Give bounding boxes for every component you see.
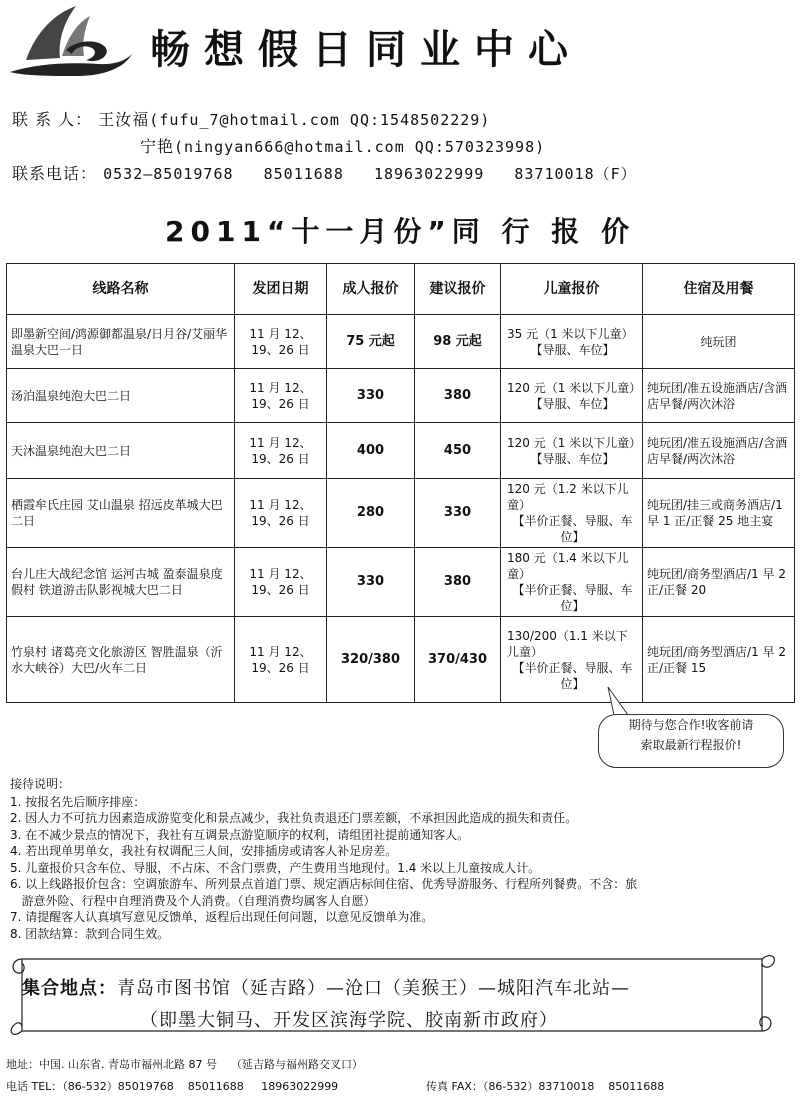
header-suggested-price: 建议报价: [415, 264, 501, 315]
contact-line-1: [12, 107, 490, 130]
child-price-cell: [501, 315, 643, 369]
note-item: 7. 请提醒客人认真填写意见反馈单，返程后出现任何问题，以意见反馈单为准。: [10, 910, 434, 924]
meeting-line-1: [22, 974, 630, 1000]
child-price-text: 130/200（1.1 米以下儿童）: [507, 628, 628, 659]
phone-numbers: 0532—85019768 85011688 18963022999 83710018（F）: [103, 165, 637, 183]
note-item: 6. 以上线路报价包含：空调旅游车、所列景点首道门票、规定酒店标间住宿、优秀导游服务、行程所列餐费。不含：旅: [10, 877, 638, 891]
contact-detail-2: (ningyan666@hotmail.com QQ:570323998): [174, 138, 546, 156]
child-price-cell: [501, 548, 643, 617]
child-price-text: 120 元（1 米以下儿童）: [507, 435, 642, 450]
child-price-cell: [501, 423, 643, 479]
adult-price-cell: 330: [327, 369, 415, 423]
header-route: 线路名称: [7, 264, 235, 315]
child-price-text: 120 元（1.2 米以下儿童）: [507, 482, 629, 512]
meeting-route: 青岛市图书馆（延吉路）—沧口（美猴王）—城阳汽车北站—: [117, 978, 630, 999]
date-cell: 11 月 12、19、26 日: [235, 369, 327, 423]
contact-detail-1: (fufu_7@hotmail.com QQ:1548502229): [149, 111, 491, 129]
price-table: [6, 263, 795, 703]
table-row: [7, 369, 795, 423]
lodging-cell: 纯玩团/商务型酒店/1 早 2 正/正餐 15: [643, 617, 795, 703]
bubble-line-1: 期待与您合作!收客前请: [628, 718, 754, 732]
adult-price-cell: 330: [327, 548, 415, 617]
child-price-note: 【半价正餐、导服、车位】: [512, 660, 633, 691]
adult-price-cell: 75 元起: [327, 315, 415, 369]
footer-fax: 传真 FAX：（86-532）83710018 85011688: [426, 1080, 665, 1093]
phone-label: 联系电话：: [12, 164, 98, 183]
note-item: 4. 若出现单男单女，我社有权调配三人间，安排插房或请客人补足房差。: [10, 844, 398, 858]
table-row: [7, 423, 795, 479]
child-price-note: 【导服、车位】: [530, 396, 615, 411]
table-row: [7, 479, 795, 548]
promo-bubble: [598, 714, 784, 768]
contact-name-1: 王汝福: [98, 110, 150, 129]
header-adult-price: 成人报价: [327, 264, 415, 315]
page-title: 2011“十一月份”同 行 报 价: [165, 215, 635, 248]
bubble-line-2: 索取最新行程报价!: [640, 738, 742, 752]
adult-price-cell: 320/380: [327, 617, 415, 703]
suggested-price-cell: 330: [415, 479, 501, 548]
lodging-cell: 纯玩团/商务型酒店/1 早 2 正/正餐 20: [643, 548, 795, 617]
note-item: 8. 团款结算：款到合同生效。: [10, 926, 170, 941]
date-cell: 11 月 12、19、26 日: [235, 423, 327, 479]
adult-price-cell: 400: [327, 423, 415, 479]
suggested-price-cell: 370/430: [415, 617, 501, 703]
meeting-line-2: （即墨大铜马、开发区滨海学院、胶南新市政府）: [140, 1010, 558, 1031]
date-cell: 11 月 12、19、26 日: [235, 548, 327, 617]
suggested-price-cell: 450: [415, 423, 501, 479]
child-price-note: 【半价正餐、导服、车位】: [512, 514, 633, 544]
note-item: 游意外险、行程中自理消费及个人消费。（自理消费均属客人自愿）: [10, 893, 376, 908]
route-cell: 汤泊温泉纯泡大巴二日: [7, 369, 235, 423]
contact-label: 联 系 人：: [12, 110, 93, 129]
company-name: 畅想假日同业中心: [150, 27, 582, 73]
notes-header: 接待说明：: [10, 777, 71, 791]
child-price-note: 【导服、车位】: [530, 451, 615, 466]
note-item: 1. 按报名先后顺序排座：: [10, 794, 146, 809]
lodging-cell: 纯玩团/准五设施酒店/含酒店早餐/两次沐浴: [643, 423, 795, 479]
reception-notes: [10, 776, 790, 942]
suggested-price-cell: 380: [415, 548, 501, 617]
table-row: [7, 548, 795, 617]
child-price-text: 35 元（1 米以下儿童）: [507, 326, 634, 341]
suggested-price-cell: 380: [415, 369, 501, 423]
date-cell: 11 月 12、19、26 日: [235, 479, 327, 548]
company-logo: [6, 2, 136, 82]
header-lodging: 住宿及用餐: [643, 264, 795, 315]
date-cell: 11 月 12、19、26 日: [235, 315, 327, 369]
route-cell: 竹泉村 诸葛亮文化旅游区 智胜温泉（沂水大峡谷）大巴/火车二日: [7, 617, 235, 703]
route-cell: 栖霞牟氏庄园 艾山温泉 招远皮革城大巴二日: [7, 479, 235, 548]
route-cell: 台儿庄大战纪念馆 运河古城 盈泰温泉度假村 铁道游击队影视城大巴二日: [7, 548, 235, 617]
header-child-price: 儿童报价: [501, 264, 643, 315]
route-cell: 天沐温泉纯泡大巴二日: [7, 423, 235, 479]
footer-address: 地址：中国. 山东省. 青岛市福州北路 87 号 （延吉路与福州路交叉口）: [6, 1058, 363, 1071]
child-price-text: 180 元（1.4 米以下儿童）: [507, 551, 629, 581]
footer-tel: 电话 TEL：（86-532）85019768 85011688 18963022999: [6, 1080, 339, 1093]
contact-name-2: 宁艳: [140, 137, 175, 156]
lodging-cell: 纯玩团: [643, 315, 795, 369]
route-cell: 即墨新空间/鸿源御都温泉/日月谷/艾丽华温泉大巴一日: [7, 315, 235, 369]
child-price-cell: [501, 369, 643, 423]
meeting-label: 集合地点：: [22, 978, 117, 999]
note-item: 3. 在不减少景点的情况下，我社有互调景点游览顺序的权利，请组团社提前通知客人。: [10, 827, 470, 842]
header-date: 发团日期: [235, 264, 327, 315]
adult-price-cell: 280: [327, 479, 415, 548]
child-price-cell: [501, 479, 643, 548]
contact-line-2: [140, 134, 545, 157]
date-cell: 11 月 12、19、26 日: [235, 617, 327, 703]
child-price-note: 【半价正餐、导服、车位】: [512, 583, 633, 613]
table-header-row: [7, 264, 795, 315]
suggested-price-cell: 98 元起: [415, 315, 501, 369]
phone-line: [12, 161, 637, 184]
note-item: 5. 儿童报价只含车位、导服，不占床、不含门票费，产生费用当地现付。1.4 米以上儿童按成人计。: [10, 860, 541, 875]
note-item: 2. 因人力不可抗力因素造成游览变化和景点减少，我社负责退还门票差额，不承担因此造成的损失和责任。: [10, 811, 578, 825]
table-row: [7, 617, 795, 703]
table-row: [7, 315, 795, 369]
child-price-text: 120 元（1 米以下儿童）: [507, 380, 642, 395]
lodging-cell: 纯玩团/准五设施酒店/含酒店早餐/两次沐浴: [643, 369, 795, 423]
child-price-note: 【导服、车位】: [530, 342, 615, 357]
lodging-cell: 纯玩团/挂三或商务酒店/1 早 1 正/正餐 25 地主宴: [643, 479, 795, 548]
